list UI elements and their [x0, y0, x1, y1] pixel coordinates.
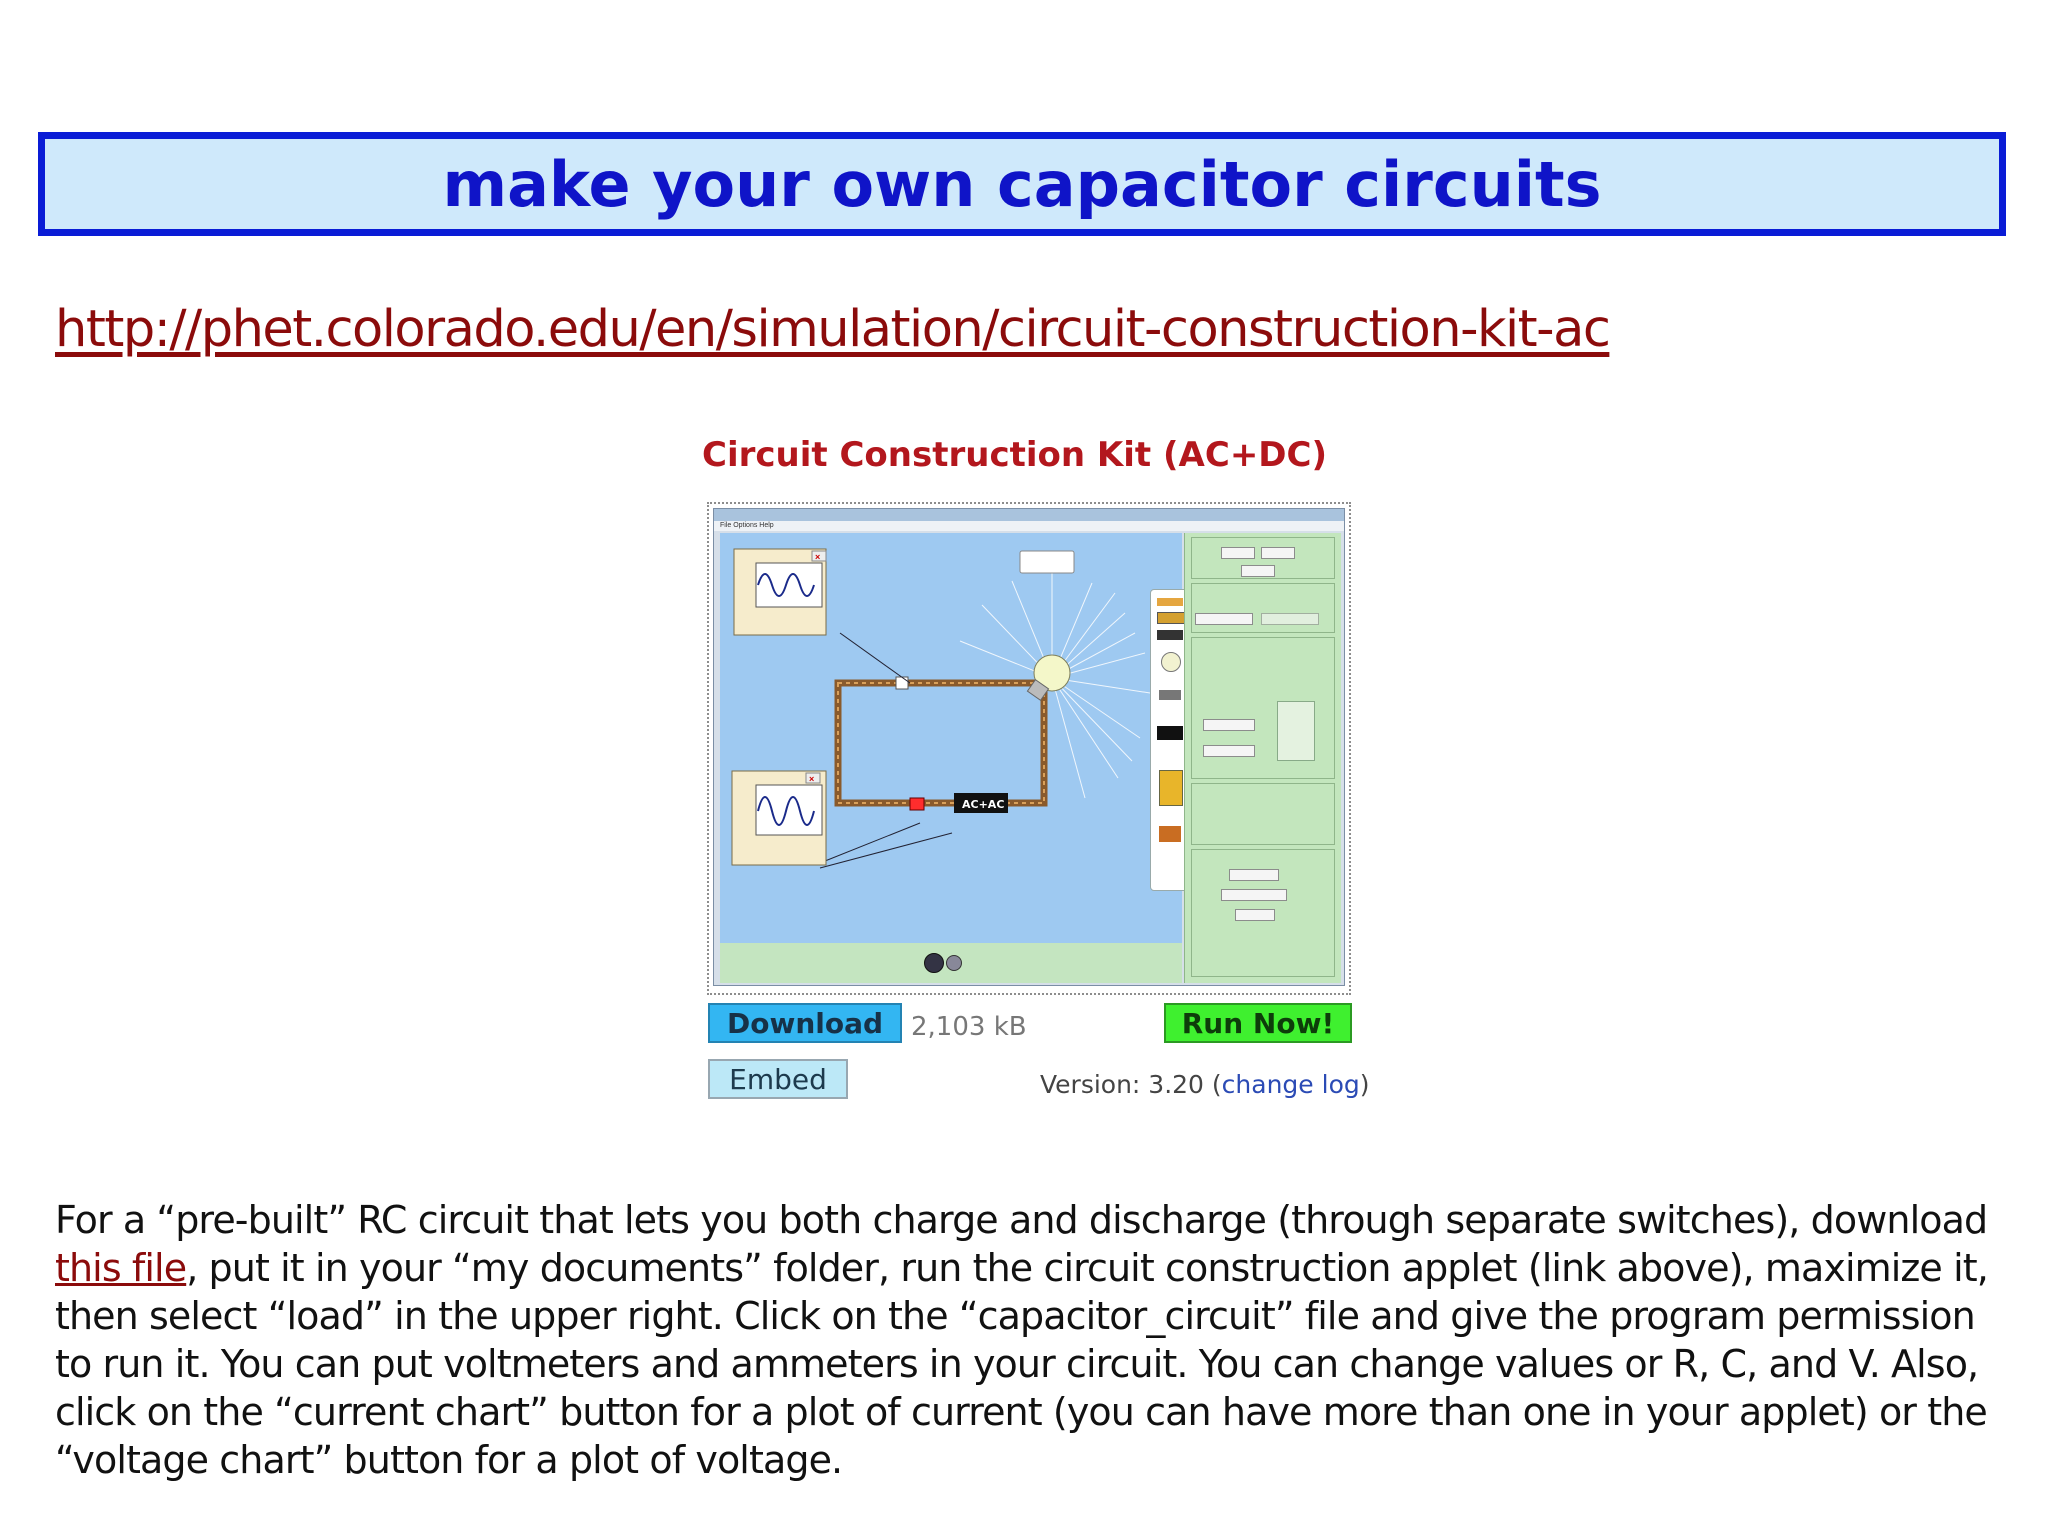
load-button[interactable]	[1261, 547, 1295, 559]
version-info	[1040, 1070, 1370, 1099]
ac-source-label: AC+AC	[962, 798, 1005, 811]
capacitor-tool	[1159, 770, 1183, 806]
circuit-wire-loop	[838, 683, 1044, 803]
phet-simulation-link[interactable]: http://phet.colorado.edu/en/simulation/circuit-construction-kit-ac	[55, 300, 1610, 359]
show-values-button[interactable]	[1195, 613, 1253, 625]
paragraph-part-1: For a “pre-built” RC circuit that lets you both charge and discharge (through separate switches), download	[55, 1198, 1988, 1242]
resistor-tool	[1157, 612, 1185, 624]
playback-bar	[720, 943, 1182, 983]
clear-button[interactable]	[1241, 565, 1275, 577]
ac-tool	[1157, 726, 1183, 740]
reset-dynamics-button[interactable]	[1221, 889, 1287, 901]
paragraph-part-2: , put it in your “my documents” folder, run the circuit construction applet (link above), maximize it, then select “load” in the upper right. Click on the “capacitor_circuit” file and give the program permission to run it. You can put voltmeters and ammeters in your circuit. You can change values or R, C, and V. Also, click on the “current chart” button for a plot of current (you can have more than one in your applet) or the “voltage chart” button for a plot of voltage.	[55, 1246, 1988, 1482]
instructions-paragraph	[55, 1196, 2005, 1484]
circuit-canvas	[720, 533, 1182, 943]
bulb-tool	[1161, 652, 1181, 672]
size-group	[1191, 783, 1335, 845]
help-button[interactable]	[1235, 909, 1275, 921]
inductor-tool	[1159, 826, 1181, 842]
current-chart-button[interactable]	[1203, 719, 1255, 731]
applet-titlebar	[714, 509, 1344, 521]
svg-text:×: ×	[809, 774, 815, 784]
resistor-element	[910, 798, 924, 810]
applet-window	[713, 508, 1345, 986]
wire-tool	[1157, 598, 1183, 606]
switch-tool	[1159, 690, 1181, 700]
download-button[interactable]: Download	[708, 1003, 902, 1043]
version-prefix: Version: 3.20 (	[1040, 1070, 1222, 1099]
show-more-button[interactable]	[1229, 869, 1279, 881]
voltage-chart-button[interactable]	[1203, 745, 1255, 757]
applet-screenshot	[707, 502, 1351, 995]
run-now-button[interactable]: Run Now!	[1164, 1003, 1352, 1043]
tool-icons	[1277, 701, 1315, 761]
version-suffix: )	[1359, 1070, 1370, 1099]
slide-title-box	[38, 132, 2006, 236]
slide-title: make your own capacitor circuits	[442, 147, 1602, 221]
battery-tool	[1157, 630, 1183, 640]
circuit-drawing	[720, 533, 1182, 943]
wire-junction	[896, 677, 908, 689]
play-button[interactable]	[924, 953, 944, 973]
applet-menubar: File Options Help	[714, 521, 1344, 531]
svg-text:×: ×	[815, 552, 821, 562]
change-log-link[interactable]: change log	[1221, 1070, 1360, 1099]
embed-button[interactable]: Embed	[708, 1059, 848, 1099]
probe-line-bottom	[820, 823, 920, 863]
file-size: 2,103 kB	[911, 1012, 1027, 1042]
visual-group	[1191, 583, 1335, 633]
this-file-link[interactable]: this file	[55, 1246, 187, 1290]
step-button[interactable]	[946, 955, 962, 971]
save-button[interactable]	[1221, 547, 1255, 559]
hide-values-button[interactable]	[1261, 613, 1319, 625]
probe-line-top	[840, 633, 910, 683]
control-panel	[1184, 533, 1341, 983]
grab-bag-button	[1020, 551, 1074, 573]
sim-page-title: Circuit Construction Kit (AC+DC)	[702, 435, 1328, 475]
